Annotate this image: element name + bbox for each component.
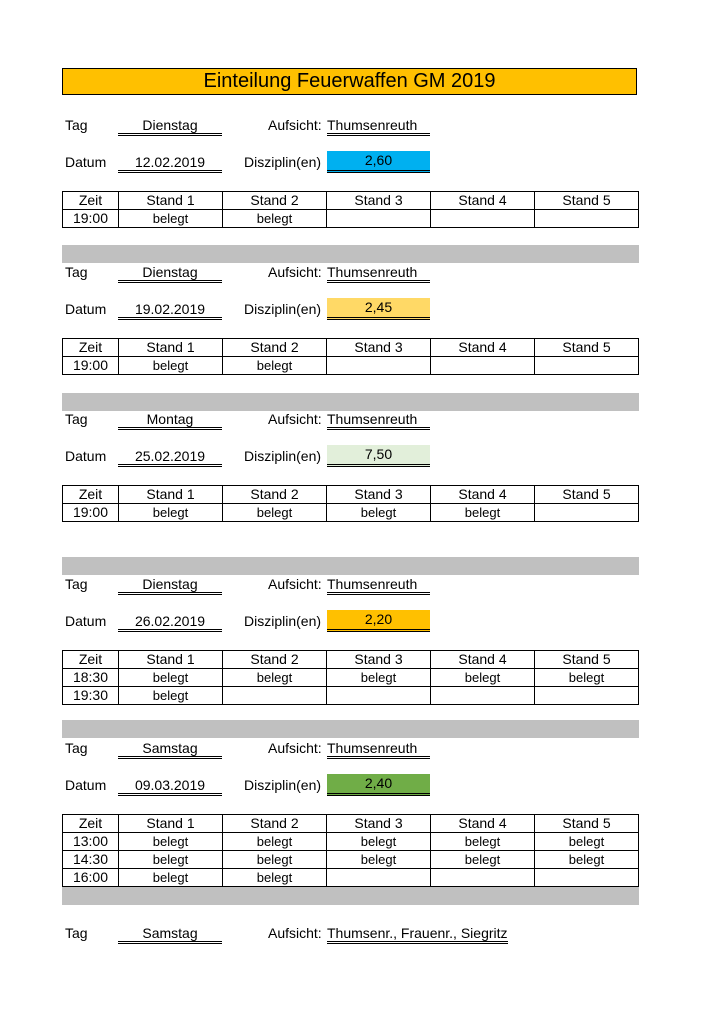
stand-cell: belegt [327, 833, 431, 851]
disziplin-value: 2,45 [327, 298, 430, 320]
column-header: Zeit [63, 651, 119, 669]
stand-cell [431, 357, 535, 375]
disziplin-label: Disziplin(en) [244, 777, 322, 793]
stand-cell: belegt [119, 669, 223, 687]
stand-cell: belegt [119, 851, 223, 869]
stand-cell [535, 210, 639, 228]
column-header: Stand 5 [535, 486, 639, 504]
date-value: 09.03.2019 [118, 777, 222, 796]
column-header: Zeit [63, 486, 119, 504]
column-header: Zeit [63, 815, 119, 833]
aufsicht-label: Aufsicht: [268, 925, 322, 941]
section-separator [62, 245, 639, 263]
tag-label: Tag [65, 576, 88, 592]
section-separator [62, 557, 639, 575]
stand-cell: belegt [119, 210, 223, 228]
day-value: Montag [118, 411, 222, 430]
datum-label: Datum [65, 154, 107, 170]
table-header-row [63, 192, 639, 210]
aufsicht-value: Thumsenreuth [327, 576, 430, 595]
aufsicht-label: Aufsicht: [268, 411, 322, 427]
stand-cell: belegt [535, 669, 639, 687]
tag-label: Tag [65, 117, 88, 133]
tag-label: Tag [65, 925, 88, 941]
stand-cell: belegt [223, 869, 327, 887]
column-header: Stand 3 [327, 486, 431, 504]
schedule-table [62, 650, 639, 705]
time-cell: 14:30 [63, 851, 119, 869]
column-header: Stand 1 [119, 651, 223, 669]
time-cell: 19:00 [63, 504, 119, 522]
stand-cell: belegt [119, 357, 223, 375]
column-header: Stand 2 [223, 192, 327, 210]
stand-cell: belegt [223, 357, 327, 375]
column-header: Stand 3 [327, 651, 431, 669]
table-header-row [63, 339, 639, 357]
table-row [63, 833, 639, 851]
column-header: Stand 3 [327, 192, 431, 210]
stand-cell: belegt [431, 504, 535, 522]
stand-cell [327, 357, 431, 375]
stand-cell: belegt [223, 669, 327, 687]
time-cell: 19:00 [63, 357, 119, 375]
stand-cell: belegt [327, 851, 431, 869]
stand-cell: belegt [431, 669, 535, 687]
column-header: Stand 2 [223, 815, 327, 833]
table-row [63, 669, 639, 687]
time-cell: 19:30 [63, 687, 119, 705]
aufsicht-value: Thumsenreuth [327, 264, 430, 283]
disziplin-label: Disziplin(en) [244, 154, 322, 170]
section-separator [62, 720, 639, 738]
column-header: Stand 4 [431, 192, 535, 210]
column-header: Stand 4 [431, 486, 535, 504]
stand-cell [535, 869, 639, 887]
stand-cell: belegt [431, 833, 535, 851]
day-value: Dienstag [118, 117, 222, 136]
stand-cell: belegt [223, 851, 327, 869]
stand-cell: belegt [119, 869, 223, 887]
aufsicht-label: Aufsicht: [268, 117, 322, 133]
column-header: Stand 3 [327, 815, 431, 833]
column-header: Stand 4 [431, 651, 535, 669]
date-value: 25.02.2019 [118, 448, 222, 467]
tag-label: Tag [65, 740, 88, 756]
disziplin-value: 2,60 [327, 151, 430, 173]
date-value: 12.02.2019 [118, 154, 222, 173]
column-header: Stand 2 [223, 651, 327, 669]
stand-cell: belegt [223, 210, 327, 228]
column-header: Stand 2 [223, 486, 327, 504]
aufsicht-value: Thumsenreuth [327, 740, 430, 759]
column-header: Zeit [63, 192, 119, 210]
date-value: 26.02.2019 [118, 613, 222, 632]
section-separator [62, 887, 639, 905]
datum-label: Datum [65, 448, 107, 464]
stand-cell [535, 357, 639, 375]
stand-cell [223, 687, 327, 705]
tag-label: Tag [65, 411, 88, 427]
time-cell: 16:00 [63, 869, 119, 887]
day-value: Dienstag [118, 576, 222, 595]
stand-cell [431, 687, 535, 705]
table-row [63, 357, 639, 375]
table-header-row [63, 486, 639, 504]
stand-cell [431, 869, 535, 887]
stand-cell: belegt [119, 687, 223, 705]
column-header: Stand 1 [119, 339, 223, 357]
day-value: Dienstag [118, 264, 222, 283]
aufsicht-value: Thumsenr., Frauenr., Siegritz [327, 925, 508, 944]
table-row [63, 504, 639, 522]
stand-cell: belegt [327, 504, 431, 522]
column-header: Stand 1 [119, 815, 223, 833]
aufsicht-value: Thumsenreuth [327, 117, 430, 136]
stand-cell [327, 869, 431, 887]
stand-cell: belegt [223, 504, 327, 522]
column-header: Zeit [63, 339, 119, 357]
aufsicht-value: Thumsenreuth [327, 411, 430, 430]
column-header: Stand 1 [119, 486, 223, 504]
stand-cell [327, 687, 431, 705]
time-cell: 13:00 [63, 833, 119, 851]
aufsicht-label: Aufsicht: [268, 264, 322, 280]
column-header: Stand 1 [119, 192, 223, 210]
datum-label: Datum [65, 777, 107, 793]
stand-cell [535, 504, 639, 522]
stand-cell: belegt [119, 504, 223, 522]
stand-cell: belegt [535, 851, 639, 869]
datum-label: Datum [65, 301, 107, 317]
schedule-table [62, 338, 639, 375]
disziplin-value: 2,20 [327, 610, 430, 632]
stand-cell: belegt [327, 669, 431, 687]
column-header: Stand 5 [535, 815, 639, 833]
table-row [63, 210, 639, 228]
day-value: Samstag [118, 925, 222, 944]
stand-cell: belegt [535, 833, 639, 851]
day-value: Samstag [118, 740, 222, 759]
table-row [63, 687, 639, 705]
schedule-table [62, 485, 639, 522]
stand-cell [431, 210, 535, 228]
page-title: Einteilung Feuerwaffen GM 2019 [62, 68, 637, 95]
column-header: Stand 4 [431, 339, 535, 357]
disziplin-label: Disziplin(en) [244, 613, 322, 629]
section-separator [62, 393, 639, 411]
column-header: Stand 3 [327, 339, 431, 357]
disziplin-label: Disziplin(en) [244, 448, 322, 464]
disziplin-value: 2,40 [327, 774, 430, 796]
stand-cell: belegt [431, 851, 535, 869]
column-header: Stand 5 [535, 192, 639, 210]
stand-cell [535, 687, 639, 705]
column-header: Stand 2 [223, 339, 327, 357]
table-row [63, 869, 639, 887]
stand-cell: belegt [223, 833, 327, 851]
aufsicht-label: Aufsicht: [268, 576, 322, 592]
table-row [63, 851, 639, 869]
stand-cell: belegt [119, 833, 223, 851]
column-header: Stand 5 [535, 339, 639, 357]
stand-cell [327, 210, 431, 228]
time-cell: 18:30 [63, 669, 119, 687]
column-header: Stand 4 [431, 815, 535, 833]
time-cell: 19:00 [63, 210, 119, 228]
date-value: 19.02.2019 [118, 301, 222, 320]
aufsicht-label: Aufsicht: [268, 740, 322, 756]
disziplin-label: Disziplin(en) [244, 301, 322, 317]
table-header-row [63, 815, 639, 833]
schedule-table [62, 814, 639, 887]
tag-label: Tag [65, 264, 88, 280]
datum-label: Datum [65, 613, 107, 629]
table-header-row [63, 651, 639, 669]
disziplin-value: 7,50 [327, 445, 430, 467]
column-header: Stand 5 [535, 651, 639, 669]
schedule-table [62, 191, 639, 228]
